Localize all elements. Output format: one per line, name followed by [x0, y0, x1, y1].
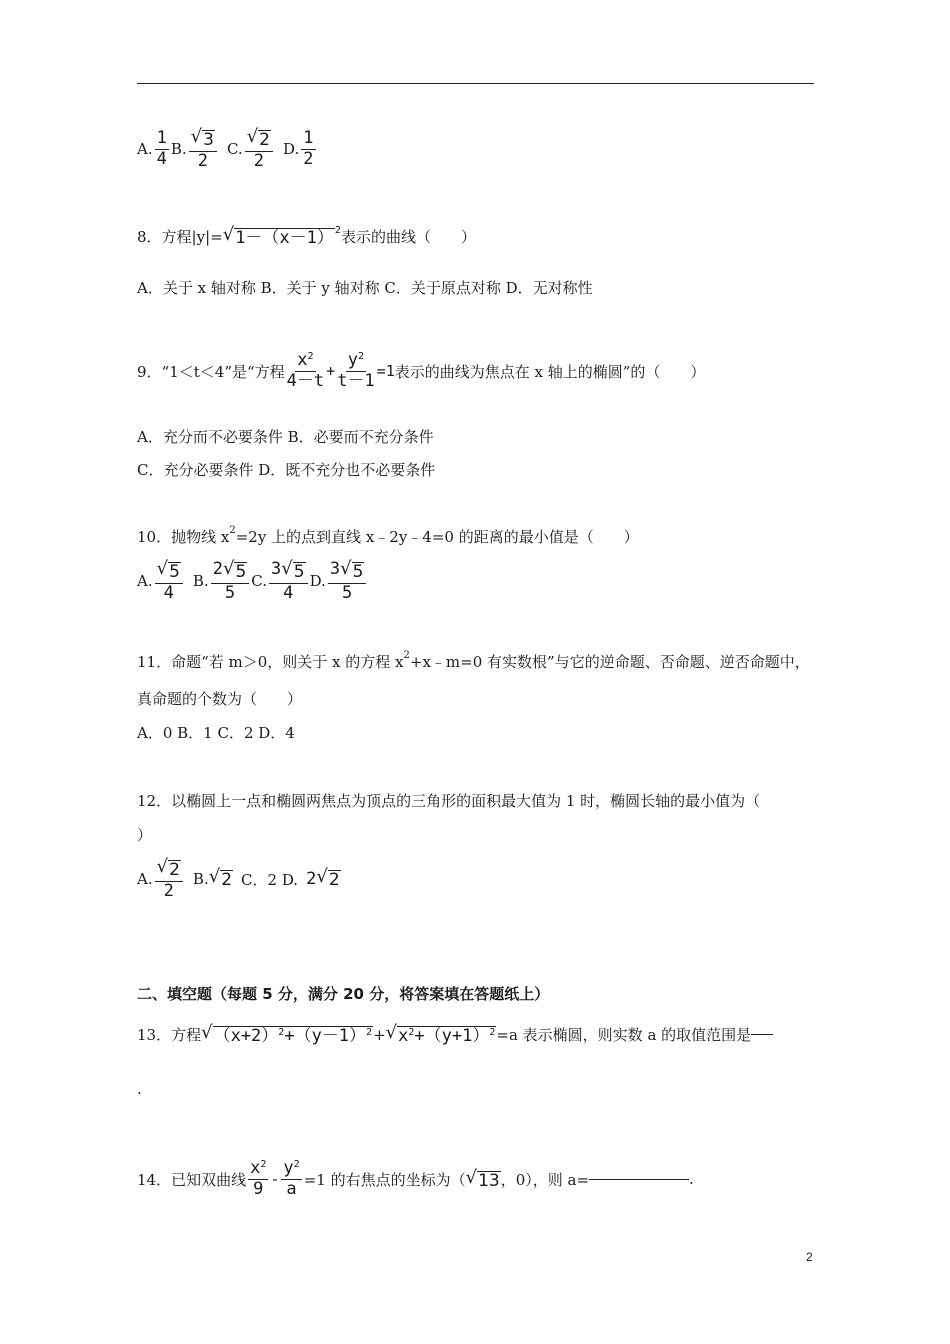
question-9: 9．“1＜t＜4”是“方程 $\frac{x^2}{4-t}$ + $\frac{y^2}{t-1}$ =1 表示的曲线为焦点在 x 轴上的椭圆”的（ ）	[137, 350, 706, 391]
question-11: 11．命题“若 m＞0，则关于 x 的方程 x 2 +x﹣m=0 有实数根”与它的逆命题、否命题、逆否命题中，	[137, 650, 810, 671]
fraction-x2: $\frac{x^2}{4-t}$	[286, 350, 325, 391]
sqrt-13: √ 13	[465, 1166, 500, 1191]
question-10: 10．抛物线 x 2 =2y 上的点到直线 x﹣2y﹣4=0 的距离的最小值是（ ）	[137, 525, 639, 546]
sqrt-expression-2: √ $x^2+(y+1)^2$	[385, 1022, 496, 1046]
option-c-label: C.	[226, 140, 243, 159]
fraction-y2-a: $\frac{y^2}{a}$	[283, 1158, 300, 1199]
question-10-options: A. √ 5 4 B. 2 √ 5 5 C. 3 √ 5 4 D. 3 √ 5 5	[137, 560, 368, 603]
question-9-options-1: A．充分而不必要条件 B．必要而不充分条件	[137, 428, 434, 446]
option-a-label: A.	[137, 140, 153, 159]
sqrt-b: √ 2	[208, 866, 233, 891]
question-12-options: A. √ 2 2 B. √ 2 C．2 D. 2 √ 2	[137, 856, 340, 901]
answer-blank[interactable]	[589, 1179, 689, 1180]
question-12: 12．以椭圆上一点和椭圆两焦点为顶点的三角形的面积最大值为 1 时，椭圆长轴的最小值为（	[137, 792, 761, 810]
question-8: 8．方程|y|= √ 1－（x－1） 2 表示的曲线（ ）	[137, 224, 476, 248]
fraction-x2-9: $\frac{x^2}{9}$	[250, 1158, 267, 1199]
fraction-y2: $\frac{y^2}{t-1}$	[337, 350, 375, 391]
sqrt-d: √ 2	[316, 866, 340, 891]
question-9-options-2: C．充分必要条件 D．既不充分也不必要条件	[137, 461, 436, 479]
question-14: 14．已知双曲线 $\frac{x^2}{9}$ - $\frac{y^2}{a}$ =1 的右焦点的坐标为（ √ 13 ，0），则 a= .	[137, 1158, 694, 1199]
section-2-title: 二、填空题（每题 5 分，满分 20 分，将答案填在答题纸上）	[137, 985, 550, 1003]
fraction-a: $\frac{1}{4}$	[156, 127, 167, 169]
question-13-tail: .	[137, 1080, 142, 1098]
sqrt-expression-1: √ $(x+2)^2+(y-1)^2$	[201, 1022, 373, 1046]
question-12-line-2: ）	[137, 826, 153, 844]
sqrt-expression: √ 1－（x－1）	[222, 224, 334, 248]
fraction-d: $\frac{1}{2}$	[303, 127, 314, 169]
answer-blank[interactable]	[751, 1034, 773, 1035]
fraction-c: 3 √ 5 4	[269, 560, 308, 603]
question-11-options: A．0 B．1 C．2 D．4	[137, 724, 295, 742]
question-11-line-2: 真命题的个数为（ ）	[137, 690, 303, 708]
fraction-d: 3 √ 5 5	[328, 560, 367, 603]
fraction-c: √ 2 2	[245, 128, 273, 171]
fraction-b: √ 3 2	[189, 128, 217, 171]
option-b-label: B.	[170, 140, 187, 159]
fraction-a: √ 5 4	[155, 560, 183, 603]
fraction-a: √ 2 2	[155, 858, 183, 901]
question-13: 13．方程 √ $(x+2)^2+(y-1)^2$ + √ $x^2+(y+1)^2$ =a 表示椭圆，则实数 a 的取值范围是	[137, 1024, 773, 1046]
q7-options	[137, 128, 318, 171]
fraction-b: 2 √ 5 5	[211, 560, 250, 603]
page-number: 2	[806, 1250, 813, 1264]
question-8-options: A．关于 x 轴对称 B．关于 y 轴对称 C．关于原点对称 D．无对称性	[137, 279, 593, 297]
option-d-label: D.	[283, 140, 300, 159]
header-rule	[137, 83, 814, 84]
